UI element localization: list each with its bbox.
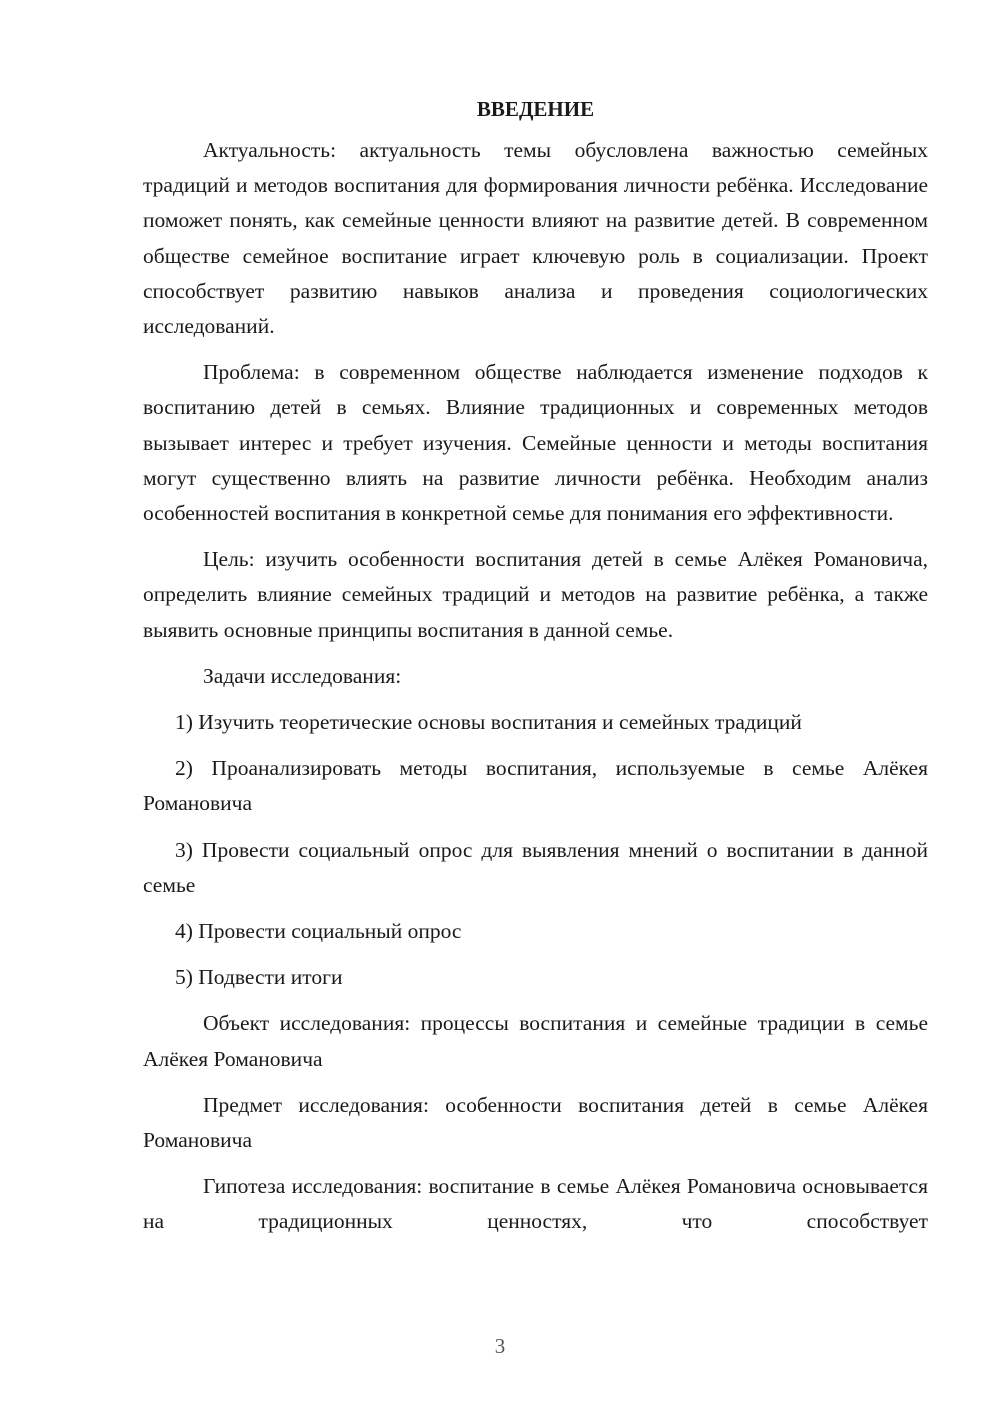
paragraph-problem: Проблема: в современном обществе наблюдается изменение подходов к воспитанию детей в семьях. Влияние традиционных и современных методов вызывает интерес и требует изучения. Семейные ценности и методы воспитания могут существенно влиять на развитие личности ребёнка. Необходим анализ особенностей воспитания в конкретной семье для понимания его эффективности.	[143, 360, 928, 526]
paragraph-hypothesis: Гипотеза исследования: воспитание в семье Алёкея Романовича основывается на традиционных ценностях, что способствует	[143, 1174, 928, 1234]
task-item-1: 1) Изучить теоретические основы воспитания и семейных традиций	[175, 710, 802, 735]
paragraph-object: Объект исследования: процессы воспитания и семейные традиции в семье Алёкея Романовича	[143, 1011, 928, 1071]
paragraph-relevance: Актуальность: актуальность темы обусловлена важностью семейных традиций и методов воспитания для формирования личности ребёнка. Исследование поможет понять, как семейные ценности влияют на развитие детей. В современном обществе семейное воспитание играет ключевую роль в социализации. Проект способствует развитию навыков анализа и проведения социологических исследований.	[143, 138, 928, 339]
page-number: 3	[494, 1334, 506, 1358]
task-item-4: 4) Провести социальный опрос	[175, 919, 462, 944]
page-title: ВВЕДЕНИЕ	[476, 97, 595, 121]
tasks-title: Задачи исследования:	[203, 663, 402, 688]
paragraph-goal: Цель: изучить особенности воспитания детей в семье Алёкея Романовича, определить влияние семейных традиций и методов на развитие ребёнка, а также выявить основные принципы воспитания в данной семье.	[143, 547, 928, 642]
task-item-3: 3) Провести социальный опрос для выявления мнений о воспитании в данной семье	[143, 837, 928, 897]
task-item-2: 2) Проанализировать методы воспитания, используемые в семье Алёкея Романовича	[143, 756, 928, 816]
paragraph-subject: Предмет исследования: особенности воспитания детей в семье Алёкея Романовича	[143, 1092, 928, 1153]
document-page	[143, 92, 928, 1240]
task-item-5: 5) Подвести итоги	[175, 965, 343, 990]
